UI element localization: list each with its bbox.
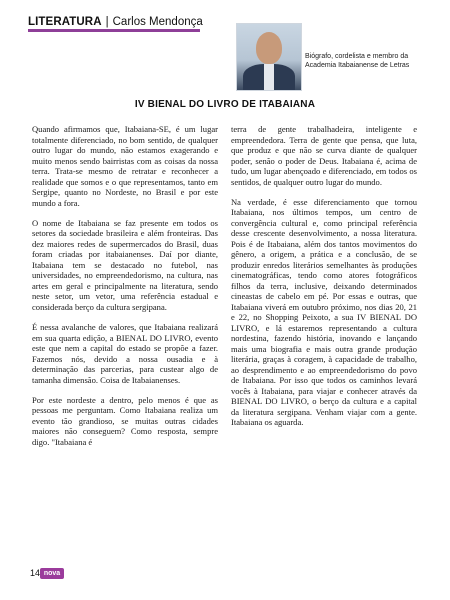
author-bio: Biógrafo, cordelista e membro da Academia Itabaianense de Letras bbox=[305, 53, 410, 69]
author-photo bbox=[236, 23, 302, 91]
paragraph: Na verdade, é esse diferenciamento que tornou Itabaiana, nos últimos tempos, um centro de convergência cultural e, como principal referência desse crescente desenvolvimento, a nossa literatura. Pois é de Itabaiana, além dos tantos movimentos do gênero, a origem, a prática e a conclusão, de se produzir enredos literários semelhantes às produções cinematográficas, tendo como atores fotográficos filhos da terra, inclusive, deixando determinados cineastas de cabelo em pé. Por essas e outras, que Itabaiana viverá em outubro próximo, nos dias 20, 21 e 22, no Shopping Peixoto, a sua IV BIENAL DO LIVRO, e lá estaremos representando a cultura nordestina, fazendo história, inovando e lançando mais uma biografia e mais outra grande produção literária, graças à coragem, à capacidade de trabalho, ao desprendimento e ao empreendedorismo do povo de Itabaiana. Por isso que todos os caminhos levará vocês à Itabaiana, para viajar e conhecer através da BIENAL DO LIVRO, o berço da cultura e a capital da literatura sergipana. Venham viajar com a gente. Itabaiana os aguarda. bbox=[231, 196, 417, 428]
section-header bbox=[28, 12, 228, 36]
paragraph: É nessa avalanche de valores, que Itabaiana realizará em sua quarta edição, a BIENAL DO LIVRO, evento este que nem a capital do estado se propõe a fazer. Fazemos nós, devido a nossa ousadia e à determinação das parcerias, para custear algo de tamanha dimensão. Coisa de Itabaianenses. bbox=[32, 322, 218, 385]
paragraph: Por este nordeste a dentro, pelo menos é que as pessoas me perguntam. Como Itabaiana realiza um evento tão grandioso, se muitas outras cidades maiores não conseguem? Como resposta, sempre digo. "Itabaiana é bbox=[32, 394, 218, 447]
section-label: LITERATURA bbox=[28, 16, 102, 28]
paragraph: Quando afirmamos que, Itabaiana-SE, é um lugar totalmente diferenciado, no bom sentido, de qualquer outro lugar do mundo, não estamos exagerando e muito menos sendo bairristas com as coisas da nossa terra. Trata-se mesmo de retratar e reconhecer a realidade que somos e o que representamos, tanto em Sergipe, quanto no Nordeste, no Brasil e por este mundo a fora. bbox=[32, 124, 218, 208]
photo-face bbox=[256, 32, 282, 64]
paragraph: O nome de Itabaiana se faz presente em todos os setores da sociedade brasileira e além fronteiras. Das dez maiores redes de supermercados do Brasil, duas foram criadas por itabaianenses. Daí por diante, Itabaiana tem se destacado no futebol, nas universidades, no empreendedorismo, na cultura, nas artes em geral e principalmente na literatura, sendo neste setor, um vetor, uma referência estadual e considerada berço da cultura sergipana. bbox=[32, 217, 218, 312]
page-number: 14 bbox=[30, 568, 41, 578]
author-name: Carlos Mendonça bbox=[112, 16, 203, 28]
header-rule bbox=[28, 29, 200, 32]
right-column bbox=[231, 124, 417, 438]
photo-shirt bbox=[264, 64, 274, 90]
left-column bbox=[32, 124, 218, 457]
article-title: IV BIENAL DO LIVRO DE ITABAIANA bbox=[134, 99, 316, 110]
magazine-logo: nova bbox=[40, 568, 64, 579]
paragraph: terra de gente trabalhadeira, inteligente e empreendedora. Terra de gente que pensa, que luta, que produz e que não se curva diante de qualquer poder, senão o poder de Deus. Itabaiana é, acima de tudo, um lugar abençoado e diferenciado, em todos os sentidos, de qualquer outro lugar do mundo. bbox=[231, 124, 417, 187]
header-separator: | bbox=[105, 16, 109, 28]
